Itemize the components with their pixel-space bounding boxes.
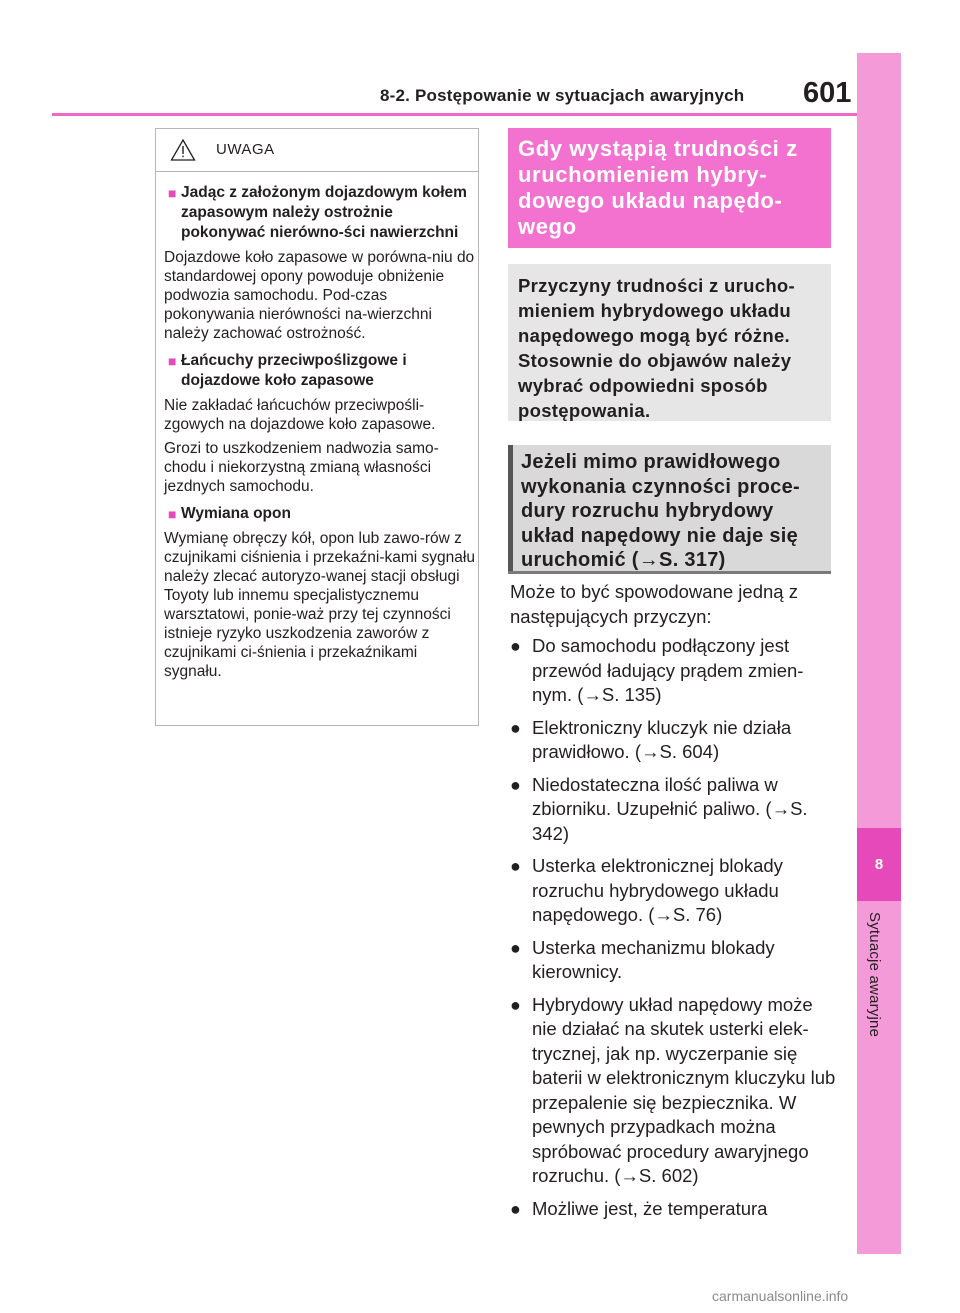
warning-paragraph: Wymianę obręczy kół, opon lub zawo-rów z czujnikami ciśnienia i przekaźni-kami sygnału należy zlecać autoryzo-wanej stacji obsługi Toyoty lub innemu specjalistycznemu warsztatowi, ponie-waż przy tej czynności istnieje ryzyko uszkodzenia zaworów z czujnikami ci-śnienia i przekaźnikami sygnału. bbox=[164, 530, 475, 680]
list-item bbox=[510, 773, 840, 847]
chapter-label: Sytuacje awaryjne bbox=[866, 912, 883, 1038]
list-item-text: Usterka elektronicznej blokady rozruchu hybrydowego układu napędowego. (→S. 76) bbox=[532, 855, 783, 925]
warning-title: UWAGA bbox=[216, 141, 275, 158]
warning-box bbox=[155, 128, 479, 726]
watermark: carmanualsonline.info bbox=[712, 1288, 849, 1304]
list-item bbox=[510, 634, 840, 708]
topic-banner: Gdy wystąpią trudności z uruchomieniem hybry-dowego układu napędo-wego bbox=[508, 128, 831, 248]
chapter-number-tab[interactable]: 8 bbox=[857, 828, 901, 901]
bullet-dot-icon: ● bbox=[510, 937, 521, 958]
warning-subheading bbox=[164, 504, 476, 524]
bullet-dot-icon: ● bbox=[510, 994, 521, 1015]
bullet-dot-icon: ● bbox=[510, 856, 521, 876]
bullet-dot-icon: ● bbox=[510, 717, 521, 738]
page-number: 601 bbox=[803, 77, 852, 109]
warning-body bbox=[164, 175, 476, 681]
list-item bbox=[510, 716, 840, 765]
bullet-dot-icon: ● bbox=[510, 1198, 521, 1219]
warning-paragraph: Dojazdowe koło zapasowe w porówna-niu do standardowej opony powoduje obniżenie podwozia samochodu. Pod-czas pokonywania nierówności na-wierzchni należy zachować ostrożność. bbox=[164, 249, 475, 342]
list-item bbox=[510, 1197, 840, 1222]
square-bullet-icon: ■ bbox=[168, 506, 177, 522]
bullet-dot-icon: ● bbox=[510, 636, 521, 656]
list-item-text: Hybrydowy układ napędowy może nie działać na skutek usterki elek-trycznej, jak np. wyczerpanie się baterii w elektronicznym kluczyku lub przepalenie się bezpiecznika. W pewnych przypadkach można spróbować procedury awaryjnego rozruchu. (→S. 602) bbox=[532, 993, 836, 1186]
chapter-tab-strip bbox=[857, 53, 901, 1254]
subsection-heading-text: Jeżeli mimo prawidłowego wykonania czynności proce-dury rozruchu hybrydowy układ napędowy nie daje się uruchomić (→S. 317) bbox=[521, 451, 800, 571]
list-item-text: Możliwe jest, że temperatura bbox=[532, 1197, 768, 1219]
list-item bbox=[510, 936, 840, 985]
list-item-text: Usterka mechanizmu blokady kierownicy. bbox=[532, 936, 775, 982]
warning-subheading-text: Łańcuchy przeciwpoślizgowe i dojazdowe koło zapasowe bbox=[181, 352, 407, 389]
warning-triangle-icon bbox=[170, 138, 196, 162]
summary-box: Przyczyny trudności z urucho-mieniem hybrydowego układu napędowego mogą być różne. Stosownie do objawów należy wybrać odpowiedni sposób postępowania. bbox=[508, 264, 831, 421]
intro-text: Może to być spowodowane jedną z następujących przyczyn: bbox=[510, 581, 798, 627]
cause-list bbox=[510, 634, 840, 1229]
header-rule bbox=[52, 113, 857, 116]
warning-subheading bbox=[164, 351, 476, 391]
warning-paragraph: Grozi to uszkodzeniem nadwozia samo-chodu i niekorzystną zmianą własności jezdnych samochodu. bbox=[164, 440, 439, 495]
section-title: 8-2. Postępowanie w sytuacjach awaryjnych bbox=[380, 86, 745, 105]
list-item-text: Elektroniczny kluczyk nie działa prawidłowo. (→S. 604) bbox=[532, 716, 792, 762]
warning-header bbox=[156, 129, 478, 172]
warning-subheading-text: Jadąc z założonym dojazdowym kołem zapasowym należy ostrożnie pokonywać nierówno-ści nawierzchni bbox=[181, 184, 467, 241]
warning-paragraph: Nie zakładać łańcuchów przeciwpośli-zgowych na dojazdowe koło zapasowe. bbox=[164, 397, 436, 433]
list-item-text: Niedostateczna ilość paliwa w zbiorniku. Uzupełnić paliwo. (→S. 342) bbox=[532, 773, 808, 844]
list-item bbox=[510, 993, 840, 1189]
bullet-dot-icon: ● bbox=[510, 774, 521, 795]
square-bullet-icon: ■ bbox=[168, 353, 177, 369]
warning-subheading-text: Wymiana opon bbox=[181, 505, 291, 522]
list-item bbox=[510, 854, 840, 928]
warning-subheading bbox=[164, 183, 476, 243]
subsection-heading bbox=[508, 445, 831, 574]
square-bullet-icon: ■ bbox=[168, 185, 177, 201]
subsection-heading-bar bbox=[508, 445, 513, 571]
list-item-text: Do samochodu podłączony jest przewód ładujący prądem zmien-nym. (→S. 135) bbox=[532, 635, 804, 705]
